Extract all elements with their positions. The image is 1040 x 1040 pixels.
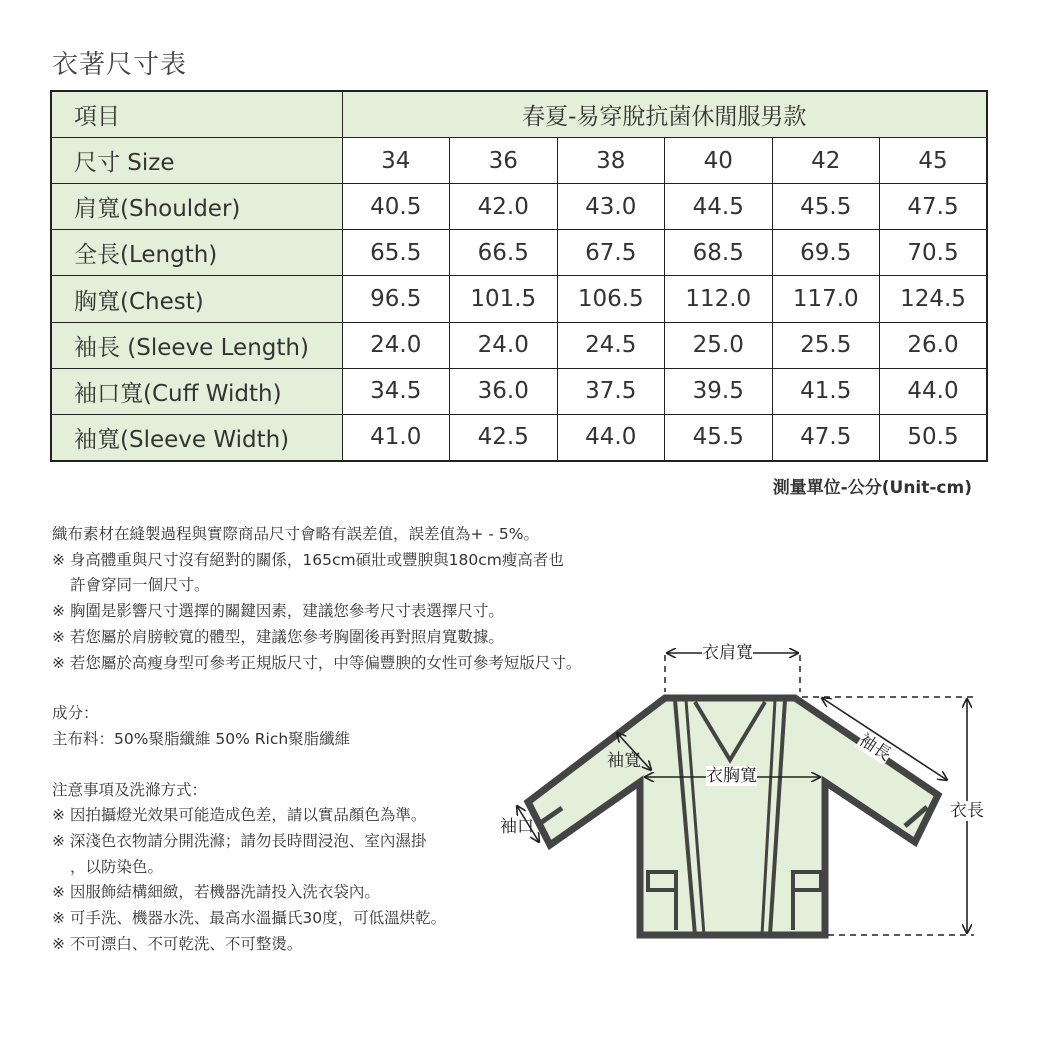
shoulder-label: 衣肩寬	[702, 643, 753, 663]
table-cell: 47.5	[880, 184, 988, 230]
table-cell: 45.5	[665, 414, 773, 461]
table-row	[51, 138, 987, 184]
fit-note: 許會穿同一個尺寸。	[70, 576, 210, 595]
table-header-row	[51, 91, 987, 138]
table-cell: 68.5	[665, 230, 773, 276]
care-note: ，以防染色。	[70, 857, 164, 876]
table-cell: 43.0	[557, 184, 665, 230]
fit-note: ※ 若您屬於高瘦身型可參考正規版尺寸，中等偏豐腴的女性可參考短版尺寸。	[52, 653, 582, 672]
table-row	[51, 184, 987, 230]
item-header: 項目	[51, 91, 342, 138]
care-note: ※ 因拍攝燈光效果可能造成色差，請以實品顏色為準。	[52, 806, 427, 825]
chest-label: 衣胸寬	[706, 766, 757, 786]
table-cell: 66.5	[450, 230, 558, 276]
table-cell: 69.5	[772, 230, 880, 276]
table-cell: 40.5	[342, 184, 450, 230]
table-cell: 40	[665, 138, 773, 184]
table-cell: 44.0	[557, 414, 665, 461]
table-cell: 65.5	[342, 230, 450, 276]
care-note: ※ 不可漂白、不可乾洗、不可整燙。	[52, 934, 303, 953]
page-title: 衣著尺寸表	[52, 50, 188, 80]
table-cell: 24.0	[342, 322, 450, 368]
unit-note: 測量單位-公分(Unit-cm)	[772, 478, 972, 498]
table-cell: 26.0	[880, 322, 988, 368]
material-title: 成分：	[52, 704, 99, 723]
table-cell: 24.5	[557, 322, 665, 368]
table-cell: 96.5	[342, 276, 450, 322]
table-cell: 44.0	[880, 368, 988, 414]
table-cell: 47.5	[772, 414, 880, 461]
care-title: 注意事項及洗滌方式：	[52, 780, 208, 799]
tolerance-note: 織布素材在縫製過程與實際商品尺寸會略有誤差值，誤差值為+ - 5%。	[52, 525, 540, 543]
table-cell: 39.5	[665, 368, 773, 414]
care-note: ※ 因服飾結構細緻，若機器洗請投入洗衣袋內。	[52, 883, 380, 902]
table-cell: 124.5	[880, 276, 988, 322]
table-cell: 41.5	[772, 368, 880, 414]
table-cell: 67.5	[557, 230, 665, 276]
fit-note: ※ 胸圍是影響尺寸選擇的關鍵因素，建議您參考尺寸表選擇尺寸。	[52, 602, 504, 621]
material-text: 主布料：50%聚脂纖維 50% Rich聚脂纖維	[52, 729, 351, 748]
table-row	[51, 322, 987, 368]
row-label: 袖寬(Sleeve Width)	[51, 414, 342, 461]
jacket-measurement-diagram	[490, 630, 1010, 960]
row-label: 袖口寬(Cuff Width)	[51, 368, 342, 414]
table-cell: 34	[342, 138, 450, 184]
table-cell: 41.0	[342, 414, 450, 461]
table-cell: 70.5	[880, 230, 988, 276]
sleeve-length-label: 袖長	[855, 730, 895, 766]
table-cell: 34.5	[342, 368, 450, 414]
length-label: 衣長	[950, 801, 984, 821]
table-cell: 25.5	[772, 322, 880, 368]
table-cell: 42.5	[450, 414, 558, 461]
table-cell: 45.5	[772, 184, 880, 230]
fit-note: ※ 身高體重與尺寸沒有絕對的關係，165cm碩壯或豐腴與180cm瘦高者也	[52, 550, 564, 569]
table-cell: 50.5	[880, 414, 988, 461]
table-cell: 44.5	[665, 184, 773, 230]
right-pocket	[793, 872, 821, 890]
row-label: 袖長 (Sleeve Length)	[51, 322, 342, 368]
table-cell: 38	[557, 138, 665, 184]
row-label: 胸寬(Chest)	[51, 276, 342, 322]
table-cell: 24.0	[450, 322, 558, 368]
table-cell: 101.5	[450, 276, 558, 322]
left-pocket	[648, 872, 676, 890]
sleeve-width-label: 袖寬	[607, 751, 641, 771]
table-row	[51, 368, 987, 414]
table-cell: 106.5	[557, 276, 665, 322]
product-name: 春夏-易穿脫抗菌休閒服男款	[342, 91, 987, 138]
table-cell: 42.0	[450, 184, 558, 230]
cuff-label: 袖口	[500, 817, 534, 837]
care-note: ※ 可手洗、機器水洗、最高水溫攝氏30度，可低溫烘乾。	[52, 909, 447, 928]
size-chart-table	[50, 90, 988, 462]
row-label: 肩寬(Shoulder)	[51, 184, 342, 230]
table-cell: 36.0	[450, 368, 558, 414]
table-row	[51, 230, 987, 276]
table-cell: 37.5	[557, 368, 665, 414]
table-row	[51, 276, 987, 322]
care-note: ※ 深淺色衣物請分開洗滌；請勿長時間浸泡、室內濕掛	[52, 832, 427, 851]
table-cell: 45	[880, 138, 988, 184]
table-cell: 25.0	[665, 322, 773, 368]
table-cell: 36	[450, 138, 558, 184]
fit-note: ※ 若您屬於肩膀較寬的體型，建議您參考胸圍後再對照肩寬數據。	[52, 627, 504, 646]
table-row	[51, 414, 987, 461]
row-label: 全長(Length)	[51, 230, 342, 276]
table-cell: 112.0	[665, 276, 773, 322]
table-cell: 42	[772, 138, 880, 184]
table-cell: 117.0	[772, 276, 880, 322]
row-label: 尺寸 Size	[51, 138, 342, 184]
